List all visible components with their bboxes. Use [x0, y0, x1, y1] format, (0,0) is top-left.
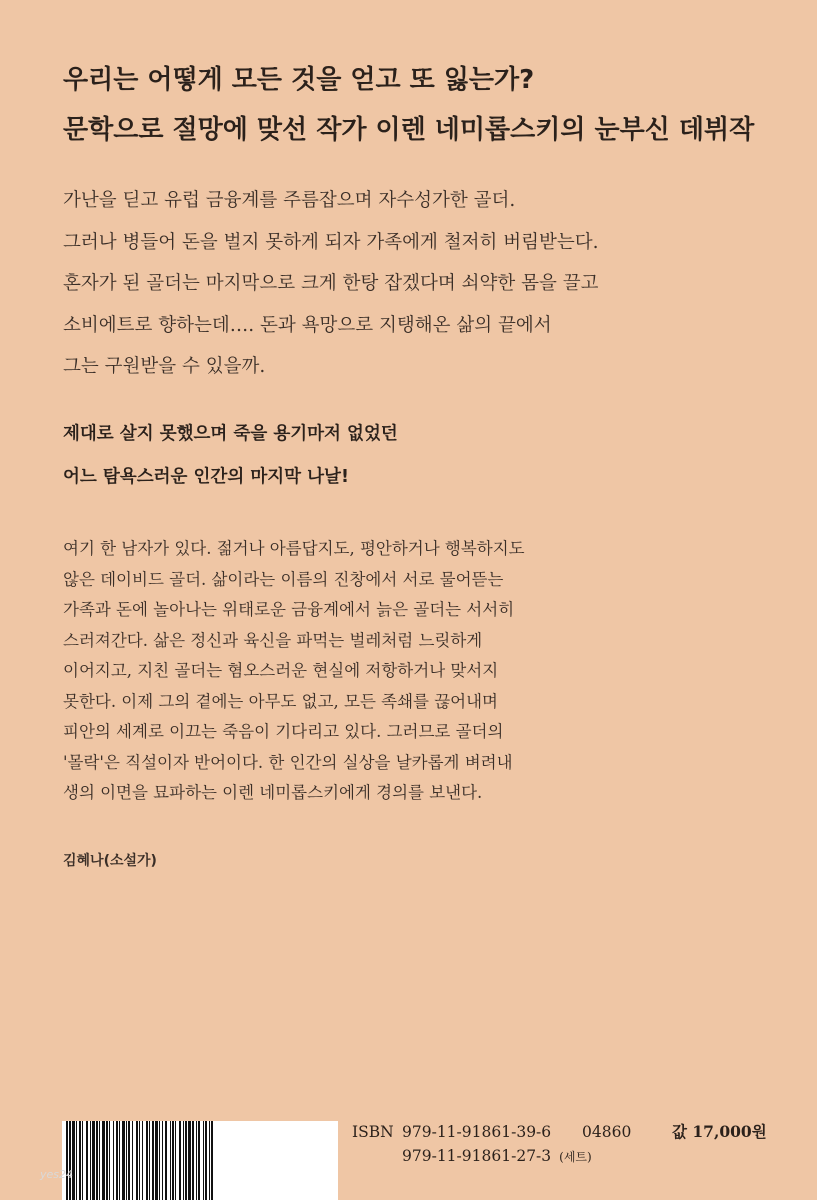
barcode-bar: [188, 1121, 191, 1200]
barcode-bar: [211, 1121, 213, 1200]
intro-line: 그러나 병들어 돈을 벌지 못하게 되자 가족에게 철저히 버림받는다.: [63, 231, 599, 253]
barcode-bar: [170, 1121, 171, 1200]
review-line: 여기 한 남자가 있다. 젊거나 아름답지도, 평안하거나 행복하지도: [63, 539, 525, 558]
watermark: yes24: [40, 1168, 74, 1181]
barcode-bar: [192, 1121, 194, 1200]
barcode-bar: [203, 1121, 204, 1200]
barcode-bar: [113, 1121, 114, 1200]
review-line: 이어지고, 지친 골더는 혐오스러운 현실에 저항하거나 맞서지: [63, 661, 499, 680]
barcode-bar: [179, 1121, 181, 1200]
isbn-set-row: [352, 1144, 767, 1169]
barcode-bar: [102, 1121, 105, 1200]
barcode-bars: [62, 1121, 338, 1200]
price: 값 17,000원: [672, 1122, 767, 1141]
emphasis-line: 제대로 살지 못했으며 죽을 용기마저 없었던: [63, 424, 398, 444]
review-author: 김혜나(소설가): [63, 853, 157, 869]
barcode-bar: [66, 1121, 68, 1200]
barcode-bar: [149, 1121, 150, 1200]
barcode-bar: [109, 1121, 110, 1200]
emphasis-block: [63, 413, 783, 499]
review-line: 피안의 세계로 이끄는 죽음이 기다리고 있다. 그러므로 골더의: [63, 722, 504, 741]
barcode-bar: [122, 1121, 125, 1200]
barcode-bar: [162, 1121, 163, 1200]
intro-line: 소비에트로 향하는데…. 돈과 욕망으로 지탱해온 삶의 끝에서: [63, 314, 552, 336]
isbn-block: [352, 1120, 767, 1169]
barcode-bar: [106, 1121, 108, 1200]
intro-line: 그는 구원받을 수 있을까.: [63, 356, 266, 377]
intro-line: 혼자가 된 골더는 마지막으로 크게 한탕 잡겠다며 쇠약한 몸을 끌고: [63, 273, 599, 294]
barcode-bar: [76, 1121, 77, 1200]
barcode-bar: [82, 1121, 83, 1200]
barcode-bar: [172, 1121, 174, 1200]
isbn-set-label: (세트): [559, 1150, 592, 1164]
review-line: 생의 이면을 묘파하는 이렌 네미롭스키에게 경의를 보낸다.: [63, 783, 483, 802]
barcode-bar: [92, 1121, 95, 1200]
barcode-bar: [198, 1121, 200, 1200]
barcode-bar: [142, 1121, 143, 1200]
barcode-bar: [69, 1121, 71, 1200]
barcode: [62, 1121, 338, 1200]
emphasis-line: 어느 탐욕스러운 인간의 마지막 나날!: [63, 467, 349, 487]
barcode-bar: [139, 1121, 140, 1200]
barcode-bar: [136, 1121, 138, 1200]
headline: [63, 55, 783, 155]
headline-line: 문학으로 절망에 맞선 작가 이렌 네미롭스키의 눈부신 데뷔작: [63, 115, 755, 145]
barcode-bar: [90, 1121, 91, 1200]
barcode-bar: [99, 1121, 100, 1200]
barcode-bar: [205, 1121, 207, 1200]
isbn-add-code: 04860: [582, 1123, 632, 1141]
isbn-number: 979-11-91861-39-6: [402, 1123, 552, 1141]
barcode-bar: [159, 1121, 160, 1200]
barcode-bar: [132, 1121, 133, 1200]
barcode-bar: [128, 1121, 130, 1200]
barcode-bar: [119, 1121, 120, 1200]
review-line: 가족과 돈에 놀아나는 위태로운 금융계에서 늙은 골더는 서서히: [63, 600, 515, 619]
barcode-bar: [86, 1121, 88, 1200]
intro-paragraph: [63, 180, 783, 388]
barcode-bar: [79, 1121, 81, 1200]
review-line: 않은 데이비드 골더. 삶이라는 이름의 진창에서 서로 물어뜯는: [63, 569, 504, 589]
barcode-bar: [96, 1121, 98, 1200]
barcode-bar: [155, 1121, 158, 1200]
barcode-bar: [152, 1121, 154, 1200]
barcode-bar: [165, 1121, 167, 1200]
barcode-bar: [209, 1121, 210, 1200]
barcode-bar: [196, 1121, 197, 1200]
isbn-row: [352, 1120, 767, 1144]
barcode-bar: [126, 1121, 127, 1200]
review-line: 스러져간다. 삶은 정신과 육신을 파먹는 벌레처럼 느릿하게: [63, 630, 483, 650]
review-line: 못한다. 이제 그의 곁에는 아무도 없고, 모든 족쇄를 끊어내며: [63, 691, 498, 711]
barcode-bar: [146, 1121, 148, 1200]
barcode-bar: [183, 1121, 184, 1200]
barcode-bar: [175, 1121, 176, 1200]
isbn-set-number: 979-11-91861-27-3: [402, 1147, 552, 1165]
intro-line: 가난을 딛고 유럽 금융계를 주름잡으며 자수성가한 골더.: [63, 190, 516, 211]
review-quote: [63, 534, 783, 809]
barcode-bar: [72, 1121, 75, 1200]
review-line: '몰락'은 직설이자 반어이다. 한 인간의 실상을 날카롭게 벼려내: [63, 752, 513, 772]
isbn-label: ISBN: [352, 1123, 394, 1141]
headline-line: 우리는 어떻게 모든 것을 얻고 또 잃는가?: [63, 65, 535, 95]
barcode-bar: [116, 1121, 118, 1200]
barcode-bar: [185, 1121, 187, 1200]
